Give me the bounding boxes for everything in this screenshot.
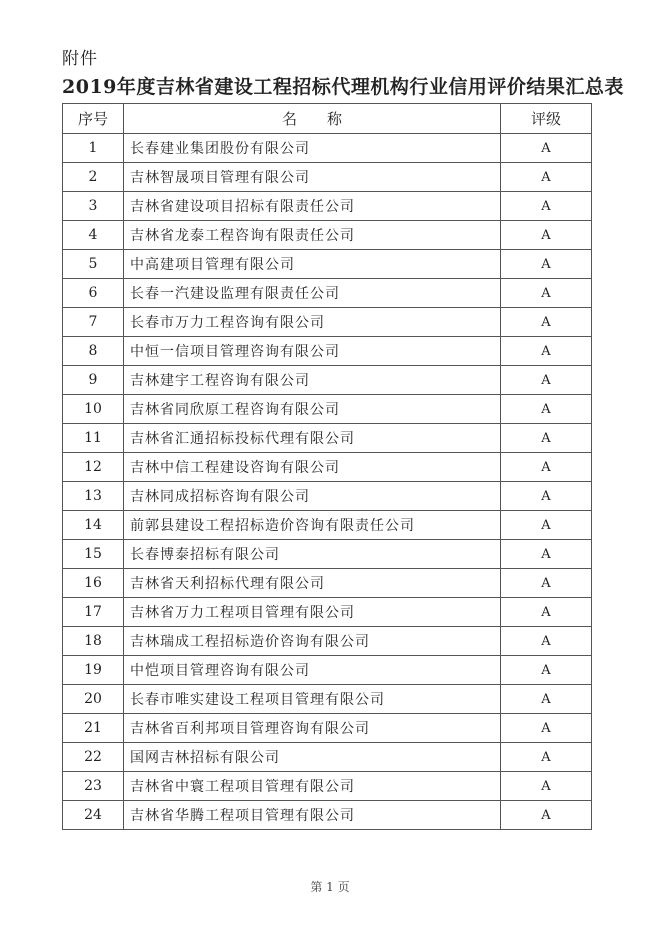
rating-grade: A xyxy=(501,163,592,192)
rating-grade: A xyxy=(501,598,592,627)
row-index: 12 xyxy=(63,453,124,482)
row-index: 15 xyxy=(63,540,124,569)
company-name: 吉林省龙泰工程咨询有限责任公司 xyxy=(124,221,501,250)
rating-grade: A xyxy=(501,250,592,279)
company-name: 吉林省天利招标代理有限公司 xyxy=(124,569,501,598)
row-index: 3 xyxy=(63,192,124,221)
row-index: 9 xyxy=(63,366,124,395)
row-index: 4 xyxy=(63,221,124,250)
rating-grade: A xyxy=(501,192,592,221)
document-title: 2019年度吉林省建设工程招标代理机构行业信用评价结果汇总表 xyxy=(62,76,624,98)
rating-grade: A xyxy=(501,656,592,685)
table-row xyxy=(63,337,592,366)
rating-grade: A xyxy=(501,337,592,366)
company-name: 长春市万力工程咨询有限公司 xyxy=(124,308,501,337)
page-number: 第 1 页 xyxy=(310,880,350,894)
rating-grade: A xyxy=(501,685,592,714)
rating-grade: A xyxy=(501,482,592,511)
table-header-row xyxy=(63,104,592,134)
rating-grade: A xyxy=(501,569,592,598)
table-row xyxy=(63,801,592,830)
table-row xyxy=(63,656,592,685)
rating-grade: A xyxy=(501,308,592,337)
table-row xyxy=(63,366,592,395)
company-name: 吉林省汇通招标投标代理有限公司 xyxy=(124,424,501,453)
row-index: 14 xyxy=(63,511,124,540)
row-index: 11 xyxy=(63,424,124,453)
rating-grade: A xyxy=(501,134,592,163)
header-index: 序号 xyxy=(63,104,124,134)
credit-rating-table xyxy=(62,103,592,830)
row-index: 8 xyxy=(63,337,124,366)
company-name: 吉林同成招标咨询有限公司 xyxy=(124,482,501,511)
table-row xyxy=(63,714,592,743)
table-row xyxy=(63,482,592,511)
company-name: 国网吉林招标有限公司 xyxy=(124,743,501,772)
table-row xyxy=(63,221,592,250)
company-name: 长春建业集团股份有限公司 xyxy=(124,134,501,163)
row-index: 23 xyxy=(63,772,124,801)
rating-grade: A xyxy=(501,366,592,395)
table-row xyxy=(63,772,592,801)
company-name: 长春市唯实建设工程项目管理有限公司 xyxy=(124,685,501,714)
table-row xyxy=(63,192,592,221)
company-name: 长春博泰招标有限公司 xyxy=(124,540,501,569)
rating-grade: A xyxy=(501,743,592,772)
table-row xyxy=(63,395,592,424)
company-name: 前郭县建设工程招标造价咨询有限责任公司 xyxy=(124,511,501,540)
company-name: 吉林省万力工程项目管理有限公司 xyxy=(124,598,501,627)
row-index: 19 xyxy=(63,656,124,685)
rating-grade: A xyxy=(501,801,592,830)
row-index: 1 xyxy=(63,134,124,163)
company-name: 吉林省建设项目招标有限责任公司 xyxy=(124,192,501,221)
rating-grade: A xyxy=(501,511,592,540)
row-index: 10 xyxy=(63,395,124,424)
table-row xyxy=(63,569,592,598)
table-row xyxy=(63,627,592,656)
rating-grade: A xyxy=(501,279,592,308)
row-index: 6 xyxy=(63,279,124,308)
company-name: 中恺项目管理咨询有限公司 xyxy=(124,656,501,685)
table-row xyxy=(63,540,592,569)
company-name: 吉林瑞成工程招标造价咨询有限公司 xyxy=(124,627,501,656)
header-grade: 评级 xyxy=(501,104,592,134)
table-row xyxy=(63,250,592,279)
row-index: 17 xyxy=(63,598,124,627)
row-index: 16 xyxy=(63,569,124,598)
rating-grade: A xyxy=(501,714,592,743)
company-name: 中高建项目管理有限公司 xyxy=(124,250,501,279)
rating-grade: A xyxy=(501,221,592,250)
company-name: 吉林省百利邦项目管理咨询有限公司 xyxy=(124,714,501,743)
row-index: 7 xyxy=(63,308,124,337)
company-name: 吉林省同欣原工程咨询有限公司 xyxy=(124,395,501,424)
company-name: 吉林省华腾工程项目管理有限公司 xyxy=(124,801,501,830)
table-row xyxy=(63,511,592,540)
row-index: 21 xyxy=(63,714,124,743)
rating-grade: A xyxy=(501,424,592,453)
header-name: 名 称 xyxy=(124,104,501,134)
company-name: 吉林省中寰工程项目管理有限公司 xyxy=(124,772,501,801)
rating-grade: A xyxy=(501,453,592,482)
rating-grade: A xyxy=(501,772,592,801)
attachment-label: 附件 xyxy=(62,49,98,69)
table-row xyxy=(63,598,592,627)
row-index: 13 xyxy=(63,482,124,511)
table-body xyxy=(63,134,592,830)
table-row xyxy=(63,134,592,163)
company-name: 长春一汽建设监理有限责任公司 xyxy=(124,279,501,308)
row-index: 2 xyxy=(63,163,124,192)
rating-grade: A xyxy=(501,627,592,656)
rating-grade: A xyxy=(501,540,592,569)
company-name: 吉林智晟项目管理有限公司 xyxy=(124,163,501,192)
row-index: 5 xyxy=(63,250,124,279)
row-index: 18 xyxy=(63,627,124,656)
row-index: 22 xyxy=(63,743,124,772)
rating-grade: A xyxy=(501,395,592,424)
table-row xyxy=(63,743,592,772)
table-row xyxy=(63,685,592,714)
company-name: 吉林建宇工程咨询有限公司 xyxy=(124,366,501,395)
row-index: 20 xyxy=(63,685,124,714)
row-index: 24 xyxy=(63,801,124,830)
table-row xyxy=(63,279,592,308)
table-row xyxy=(63,308,592,337)
table-row xyxy=(63,453,592,482)
company-name: 中恒一信项目管理咨询有限公司 xyxy=(124,337,501,366)
table-row xyxy=(63,163,592,192)
company-name: 吉林中信工程建设咨询有限公司 xyxy=(124,453,501,482)
table-row xyxy=(63,424,592,453)
